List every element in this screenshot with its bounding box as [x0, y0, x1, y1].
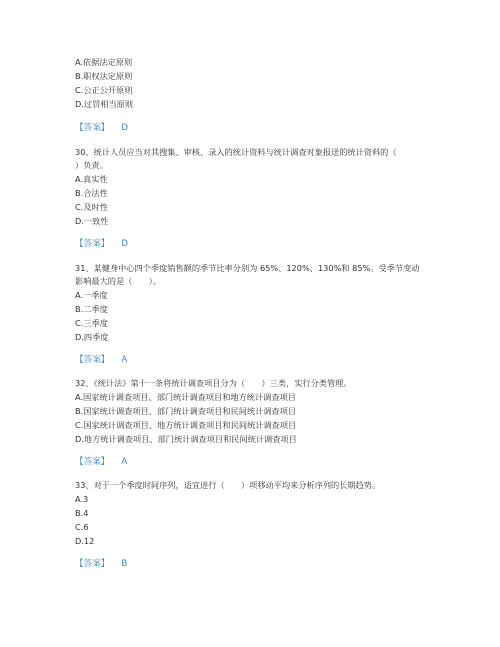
q33-option-c: C.6	[75, 522, 89, 532]
q33-stem-line-1: 33、对于一个季度时间序列，适宜进行（ ）项移动平均来分析序列的长期趋势。	[75, 480, 381, 490]
answer-value: D	[121, 123, 129, 133]
q29-option-a: A.依据法定原则	[75, 57, 133, 67]
answer-value: A	[121, 355, 128, 365]
q32-option-c: C.国家统计调查项目、地方统计调查项目和民间统计调查项目	[75, 420, 297, 430]
answer-value: D	[121, 239, 129, 249]
q32-option-d: D.地方统计调查项目、部门统计调查项目和民间统计调查项目	[75, 434, 297, 444]
q32-option-b: B.国家统计调查项目、部门统计调查项目和民间统计调查项目	[75, 406, 297, 416]
q33-answer	[75, 559, 127, 570]
answer-value: A	[121, 457, 128, 467]
answer-value: B	[121, 559, 128, 569]
q30-stem-line-1: 30、统计人员应当对其搜集、审核、录入的统计资料与统计调查对象报送的统计资料的（	[75, 147, 397, 157]
q31-option-c: C.三季度	[75, 318, 108, 328]
q33-option-d: D.12	[75, 536, 95, 546]
answer-label: 【答案】	[75, 239, 110, 249]
q32-option-a: A.国家统计调查项目、部门统计调查项目和地方统计调查项目	[75, 392, 296, 402]
q29-option-c: C.公正公开原则	[75, 85, 133, 95]
answer-label: 【答案】	[75, 355, 110, 365]
q33-option-a: A.3	[75, 494, 89, 504]
answer-label: 【答案】	[75, 457, 110, 467]
q29-option-d: D.过罚相当原则	[75, 99, 134, 109]
q33-option-b: B.4	[75, 508, 89, 518]
q31-answer	[75, 355, 127, 366]
q31-option-d: D.四季度	[75, 332, 109, 342]
q30-stem-line-2: ）负责。	[75, 160, 108, 170]
q31-stem-line-1: 31、某健身中心四个季度销售额的季节比率分别为 65%、120%、130%和 85%。受季节变动	[75, 263, 420, 273]
q30-option-b: B.合法性	[75, 188, 108, 198]
q30-option-d: D.一致性	[75, 216, 109, 226]
q30-option-a: A.真实性	[75, 174, 108, 184]
q32-answer	[75, 457, 127, 468]
q30-answer	[75, 239, 128, 250]
q29-option-b: B.职权法定原则	[75, 71, 133, 81]
answer-label: 【答案】	[75, 123, 110, 133]
answer-label: 【答案】	[75, 559, 110, 569]
q29-answer	[75, 123, 128, 134]
q30-option-c: C.及时性	[75, 202, 108, 212]
q31-option-b: B.二季度	[75, 304, 108, 314]
q31-option-a: A.一季度	[75, 290, 108, 300]
q32-stem-line-1: 32、《统计法》第十一条将统计调查项目分为（ ）三类，实行分类管理。	[75, 378, 352, 388]
q31-stem-line-2: 影响最大的是（ ）。	[75, 276, 161, 286]
